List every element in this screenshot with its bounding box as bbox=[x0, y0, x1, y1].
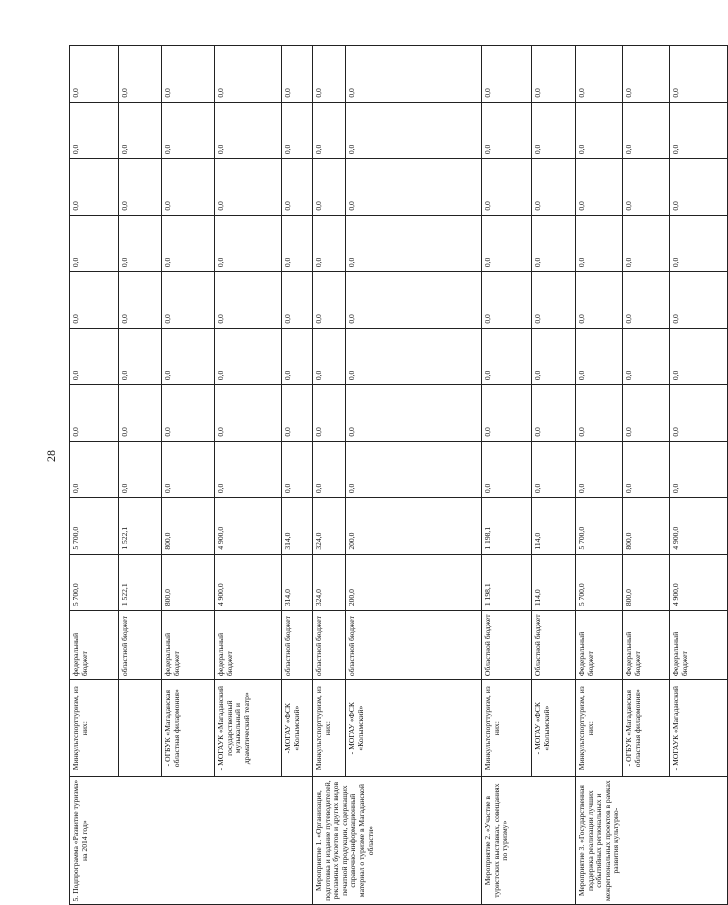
amount-cell: 0,0 bbox=[346, 441, 482, 498]
amount-cell: 114,0 bbox=[532, 498, 576, 555]
amount-cell: 0,0 bbox=[482, 46, 532, 103]
amount-cell: 0,0 bbox=[623, 46, 670, 103]
amount-cell: 0,0 bbox=[70, 159, 119, 216]
amount-cell: 0,0 bbox=[313, 215, 346, 272]
amount-cell: 0,0 bbox=[119, 328, 162, 385]
amount-cell: 0,0 bbox=[282, 215, 313, 272]
amount-cell: 0,0 bbox=[162, 159, 215, 216]
amount-cell: 0,0 bbox=[162, 441, 215, 498]
table-row bbox=[282, 46, 313, 905]
amount-cell: 0,0 bbox=[623, 102, 670, 159]
amount-cell: 4 900,0 bbox=[215, 554, 282, 611]
funding-source-cell: Областной бюджет bbox=[482, 611, 532, 680]
amount-cell: 0,0 bbox=[215, 385, 282, 442]
amount-cell: 0,0 bbox=[623, 215, 670, 272]
budget-table-sheet bbox=[69, 45, 689, 905]
funding-source-cell: Федеральный бюджет bbox=[670, 611, 728, 680]
executor-cell: -МОГАУ «ФСК «Колымский» bbox=[282, 680, 313, 777]
amount-cell: 0,0 bbox=[215, 441, 282, 498]
funding-source-cell: Федеральный бюджет bbox=[623, 611, 670, 680]
amount-cell: 324,0 bbox=[313, 498, 346, 555]
amount-cell: 0,0 bbox=[623, 159, 670, 216]
amount-cell: 0,0 bbox=[282, 328, 313, 385]
amount-cell: 0,0 bbox=[532, 272, 576, 329]
executor-cell: Минкультспорттуризм, из них: bbox=[482, 680, 532, 777]
amount-cell: 0,0 bbox=[576, 385, 623, 442]
amount-cell: 1 198,1 bbox=[482, 498, 532, 555]
executor-cell bbox=[119, 680, 162, 777]
amount-cell: 200,0 bbox=[346, 554, 482, 611]
amount-cell: 0,0 bbox=[346, 272, 482, 329]
amount-cell: 800,0 bbox=[623, 554, 670, 611]
amount-cell: 0,0 bbox=[482, 328, 532, 385]
amount-cell: 0,0 bbox=[532, 215, 576, 272]
budget-table bbox=[69, 45, 728, 905]
amount-cell: 114,0 bbox=[532, 554, 576, 611]
executor-cell: - МОГАУК «Магаданский bbox=[670, 680, 728, 777]
amount-cell: 0,0 bbox=[215, 272, 282, 329]
table-row bbox=[623, 46, 670, 905]
amount-cell: 0,0 bbox=[162, 385, 215, 442]
amount-cell: 0,0 bbox=[162, 215, 215, 272]
amount-cell: 0,0 bbox=[313, 159, 346, 216]
table-row bbox=[576, 46, 623, 905]
amount-cell: 0,0 bbox=[346, 328, 482, 385]
amount-cell: 0,0 bbox=[313, 272, 346, 329]
amount-cell: 0,0 bbox=[70, 272, 119, 329]
amount-cell: 0,0 bbox=[215, 159, 282, 216]
executor-cell: - МОГАУ «ФСК «Колымский» bbox=[346, 680, 482, 777]
funding-source-cell: областной бюджет bbox=[119, 611, 162, 680]
amount-cell: 0,0 bbox=[482, 215, 532, 272]
funding-source-cell: федеральный бюджет bbox=[215, 611, 282, 680]
section-title-cell: 5. Подпрограмма «Развитие туризма» на 2014 год» bbox=[70, 777, 313, 905]
funding-source-cell: областной бюджет bbox=[282, 611, 313, 680]
amount-cell: 800,0 bbox=[162, 554, 215, 611]
amount-cell: 0,0 bbox=[346, 215, 482, 272]
amount-cell: 0,0 bbox=[482, 272, 532, 329]
amount-cell: 800,0 bbox=[162, 498, 215, 555]
executor-cell: - МОГАУ «ФСК «Колымский» bbox=[532, 680, 576, 777]
table-row bbox=[313, 46, 346, 905]
amount-cell: 0,0 bbox=[162, 102, 215, 159]
amount-cell: 0,0 bbox=[670, 159, 728, 216]
amount-cell: 0,0 bbox=[532, 328, 576, 385]
amount-cell: 0,0 bbox=[282, 272, 313, 329]
amount-cell: 0,0 bbox=[282, 46, 313, 103]
amount-cell: 0,0 bbox=[346, 385, 482, 442]
amount-cell: 0,0 bbox=[576, 102, 623, 159]
amount-cell: 0,0 bbox=[576, 441, 623, 498]
amount-cell: 0,0 bbox=[346, 102, 482, 159]
funding-source-cell: федеральный бюджет bbox=[70, 611, 119, 680]
table-row bbox=[215, 46, 282, 905]
amount-cell: 0,0 bbox=[119, 102, 162, 159]
amount-cell: 0,0 bbox=[670, 215, 728, 272]
amount-cell: 314,0 bbox=[282, 554, 313, 611]
amount-cell: 0,0 bbox=[313, 102, 346, 159]
amount-cell: 4 900,0 bbox=[670, 498, 728, 555]
amount-cell: 0,0 bbox=[670, 272, 728, 329]
funding-source-cell: федеральный бюджет bbox=[162, 611, 215, 680]
amount-cell: 0,0 bbox=[215, 102, 282, 159]
table-row bbox=[346, 46, 482, 905]
amount-cell: 0,0 bbox=[313, 46, 346, 103]
amount-cell: 0,0 bbox=[70, 441, 119, 498]
amount-cell: 0,0 bbox=[623, 385, 670, 442]
funding-source-cell: областной бюджет bbox=[313, 611, 346, 680]
amount-cell: 0,0 bbox=[70, 102, 119, 159]
amount-cell: 0,0 bbox=[482, 159, 532, 216]
table-row bbox=[162, 46, 215, 905]
amount-cell: 0,0 bbox=[532, 441, 576, 498]
executor-cell: - ОГБУК «Магаданская областная филармония» bbox=[162, 680, 215, 777]
amount-cell: 0,0 bbox=[70, 328, 119, 385]
amount-cell: 0,0 bbox=[482, 102, 532, 159]
amount-cell: 0,0 bbox=[119, 159, 162, 216]
amount-cell: 5 700,0 bbox=[576, 498, 623, 555]
amount-cell: 0,0 bbox=[119, 272, 162, 329]
amount-cell: 0,0 bbox=[670, 102, 728, 159]
amount-cell: 0,0 bbox=[482, 385, 532, 442]
amount-cell: 0,0 bbox=[576, 46, 623, 103]
amount-cell: 0,0 bbox=[162, 272, 215, 329]
amount-cell: 0,0 bbox=[576, 328, 623, 385]
amount-cell: 0,0 bbox=[482, 441, 532, 498]
amount-cell: 5 700,0 bbox=[576, 554, 623, 611]
page-number: 28 bbox=[43, 450, 58, 462]
amount-cell: 0,0 bbox=[576, 272, 623, 329]
amount-cell: 0,0 bbox=[623, 328, 670, 385]
amount-cell: 0,0 bbox=[346, 46, 482, 103]
amount-cell: 0,0 bbox=[670, 328, 728, 385]
amount-cell: 0,0 bbox=[623, 272, 670, 329]
executor-cell: Минкультспорттуризм, из них: bbox=[576, 680, 623, 777]
executor-cell: Минкультспорттуризм, из них: bbox=[70, 680, 119, 777]
amount-cell: 800,0 bbox=[623, 498, 670, 555]
table-row bbox=[70, 46, 119, 905]
funding-source-cell: областной бюджет bbox=[346, 611, 482, 680]
amount-cell: 5 700,0 bbox=[70, 554, 119, 611]
section-title-cell: Мероприятие 3. «Государственная поддержка реализации лучших событийных региональных и межрегиональных проектов в рамках развития культурно- bbox=[576, 777, 728, 905]
amount-cell: 314,0 bbox=[282, 498, 313, 555]
amount-cell: 200,0 bbox=[346, 498, 482, 555]
amount-cell: 0,0 bbox=[70, 385, 119, 442]
amount-cell: 0,0 bbox=[670, 441, 728, 498]
amount-cell: 0,0 bbox=[576, 159, 623, 216]
amount-cell: 0,0 bbox=[623, 441, 670, 498]
amount-cell: 0,0 bbox=[119, 215, 162, 272]
amount-cell: 0,0 bbox=[119, 46, 162, 103]
section-title-cell: Мероприятие 1. «Организация, подготовка и издание путеводителей, рекламных буклетов и других видов печатной продукции, содержащих справочно-информационный материал о туризме в Магаданской области» bbox=[313, 777, 482, 905]
amount-cell: 0,0 bbox=[162, 328, 215, 385]
amount-cell: 0,0 bbox=[346, 159, 482, 216]
amount-cell: 0,0 bbox=[119, 441, 162, 498]
table-row bbox=[482, 46, 532, 905]
amount-cell: 0,0 bbox=[670, 46, 728, 103]
table-row bbox=[670, 46, 728, 905]
rotated-page-frame bbox=[69, 45, 689, 905]
amount-cell: 0,0 bbox=[576, 215, 623, 272]
amount-cell: 0,0 bbox=[282, 159, 313, 216]
amount-cell: 5 700,0 bbox=[70, 498, 119, 555]
amount-cell: 0,0 bbox=[532, 102, 576, 159]
amount-cell: 0,0 bbox=[119, 385, 162, 442]
amount-cell: 1 198,1 bbox=[482, 554, 532, 611]
funding-source-cell: Областной бюджет bbox=[532, 611, 576, 680]
amount-cell: 0,0 bbox=[670, 385, 728, 442]
table-row bbox=[532, 46, 576, 905]
amount-cell: 0,0 bbox=[282, 441, 313, 498]
amount-cell: 0,0 bbox=[313, 328, 346, 385]
amount-cell: 1 522,1 bbox=[119, 498, 162, 555]
amount-cell: 4 900,0 bbox=[670, 554, 728, 611]
executor-cell: - МОГАУК «Магаданский государственный музыкальный и драматический театр» bbox=[215, 680, 282, 777]
executor-cell: Минкультспорттуризм, из них: bbox=[313, 680, 346, 777]
amount-cell: 0,0 bbox=[215, 328, 282, 385]
amount-cell: 0,0 bbox=[532, 385, 576, 442]
amount-cell: 0,0 bbox=[532, 46, 576, 103]
amount-cell: 0,0 bbox=[282, 102, 313, 159]
budget-table-body bbox=[70, 46, 728, 905]
amount-cell: 0,0 bbox=[282, 385, 313, 442]
section-title-cell: Мероприятие 2. «Участие в туристских выставках, совещаниях по туризму» bbox=[482, 777, 576, 905]
amount-cell: 0,0 bbox=[70, 46, 119, 103]
amount-cell: 0,0 bbox=[162, 46, 215, 103]
executor-cell: - ОГБУК «Магаданская областная филармония» bbox=[623, 680, 670, 777]
funding-source-cell: Федеральный бюджет bbox=[576, 611, 623, 680]
amount-cell: 0,0 bbox=[215, 46, 282, 103]
amount-cell: 0,0 bbox=[532, 159, 576, 216]
amount-cell: 1 522,1 bbox=[119, 554, 162, 611]
table-row bbox=[119, 46, 162, 905]
amount-cell: 0,0 bbox=[313, 385, 346, 442]
amount-cell: 0,0 bbox=[313, 441, 346, 498]
amount-cell: 4 900,0 bbox=[215, 498, 282, 555]
amount-cell: 324,0 bbox=[313, 554, 346, 611]
amount-cell: 0,0 bbox=[70, 215, 119, 272]
amount-cell: 0,0 bbox=[215, 215, 282, 272]
